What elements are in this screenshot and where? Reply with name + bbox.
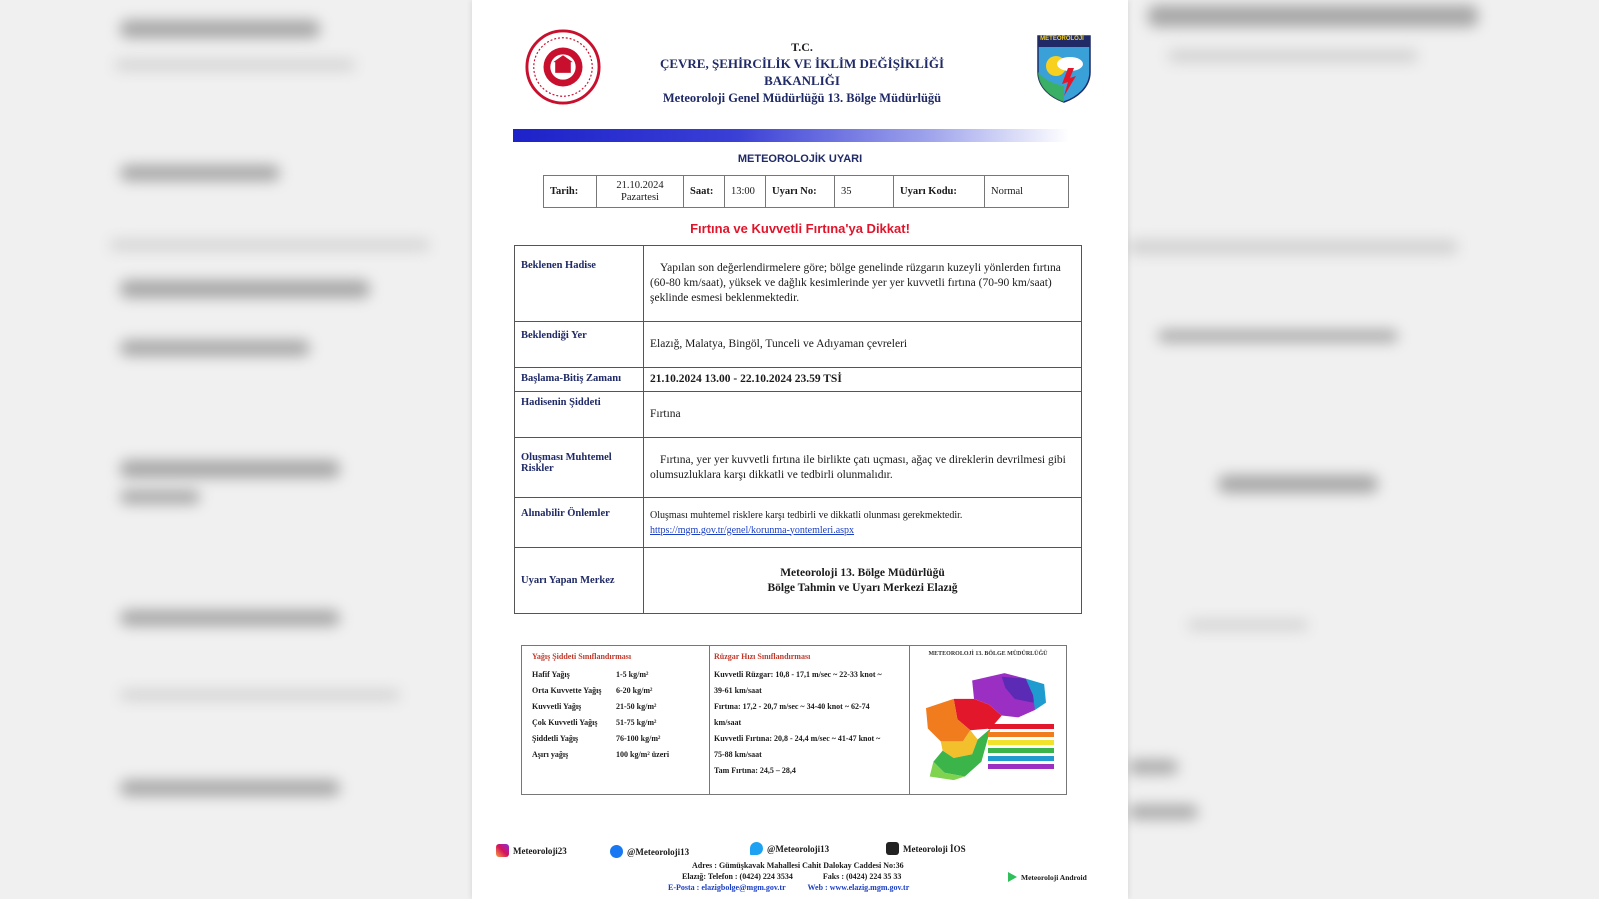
rain-row [532, 683, 699, 699]
rain-classification [522, 646, 710, 794]
ministry-seal-icon [524, 28, 602, 106]
address-text: Adres : Gümüşkavak Mahallesi Cahit Dalokay Caddesi No:36 [692, 861, 904, 870]
severity-label: Hadisenin Şiddeti [515, 392, 644, 438]
header-line-bakanlik: BAKANLIĞI [764, 73, 840, 88]
scale-bar [988, 740, 1054, 745]
region-map-title: METEOROLOJİ 13. BÖLGE MÜDÜRLÜĞÜ [928, 651, 1048, 657]
alert-title: Fırtına ve Kuvvetli Fırtına'ya Dikkat! [690, 221, 910, 236]
measures-cell [644, 498, 1082, 548]
warning-code-value: Normal [985, 176, 1069, 208]
header-line-tc: T.C. [791, 40, 813, 54]
contact-info [668, 860, 910, 893]
time-label: Saat: [684, 176, 725, 208]
start-end-time-label: Başlama-Bitiş Zamanı [515, 368, 644, 392]
ios-app-icon [886, 842, 899, 855]
warning-meta-table [543, 175, 1069, 208]
wind-line: km/saat [714, 718, 742, 727]
measures-value: Oluşması muhtemel risklere karşı tedbirli ve dikkatli olunması gerekmektedir. [650, 509, 963, 521]
classification-legend [521, 645, 1067, 795]
protection-methods-link[interactable]: https://mgm.gov.tr/genel/korunma-yontemleri.aspx [650, 524, 855, 536]
rain-name: Hafif Yağış [532, 670, 570, 679]
wind-line: Kuvvetli Fırtına: 20,8 - 24,4 m/sec ~ 41-47 knot ~ [714, 734, 881, 743]
rain-value: 6-20 kg/m² [616, 686, 653, 695]
rain-classification-title: Yağış Şiddeti Sınıflandırması [532, 652, 632, 661]
wind-line: 75-88 km/saat [714, 750, 762, 759]
row-expected-place [515, 322, 1082, 368]
expected-place-label: Beklendiği Yer [515, 322, 644, 368]
wind-classification [710, 646, 910, 794]
rain-row [532, 731, 699, 747]
header-title [612, 40, 992, 106]
warning-details-table [514, 245, 1082, 614]
date-label: Tarih: [544, 176, 597, 208]
rain-value: 1-5 kg/m² [616, 670, 649, 679]
rain-name: Şiddetli Yağış [532, 734, 579, 743]
scale-bar [988, 764, 1054, 769]
rain-value: 51-75 kg/m² [616, 718, 657, 727]
ios-app-link[interactable] [886, 842, 966, 855]
android-app-label: Meteoroloji Android [1021, 872, 1087, 882]
header-line-directorate: Meteoroloji Genel Müdürlüğü 13. Bölge Müdürlüğü [662, 91, 942, 105]
warning-number-label: Uyarı No: [766, 176, 835, 208]
rain-row [532, 699, 699, 715]
document-header [512, 26, 1092, 108]
wind-line: 39-61 km/saat [714, 686, 762, 695]
day-value: Pazartesi [621, 191, 659, 203]
issuing-center-label: Uyarı Yapan Merkez [515, 548, 644, 614]
row-severity [515, 392, 1082, 438]
issuing-center-line1: Meteoroloji 13. Bölge Müdürlüğü [780, 566, 945, 579]
fax-text: Faks : (0424) 224 35 33 [822, 872, 902, 881]
phone-text: Elazığ: Telefon : (0424) 224 3534 [682, 872, 793, 881]
wind-line: Kuvvetli Rüzgar: 10,8 - 17,1 m/sec ~ 22-33 knot ~ [714, 670, 882, 679]
instagram-handle: Meteoroloji23 [513, 845, 567, 856]
time-value: 13:00 [725, 176, 766, 208]
document-footer [472, 844, 1128, 899]
blurred-background-left [0, 0, 472, 899]
expected-event-value: Yapılan son değerlendirmelere göre; bölge genelinde rüzgarın kuzeyli yönlerden fırtına (60-80 km/saat), yüksek ve dağlık kesimlerinde yer yer kuvvetli fırtına (70-90 km/saat) şeklinde esmesi beklenmektedir. [644, 246, 1082, 322]
rain-value: 100 kg/m² üzeri [616, 750, 670, 759]
row-issuing-center [515, 548, 1082, 614]
issuing-center-cell [644, 548, 1082, 614]
color-scale [988, 724, 1054, 769]
wind-line: Fırtına: 17,2 - 20,7 m/sec ~ 34-40 knot ~ 62-74 [714, 702, 870, 711]
expected-event-label: Beklenen Hadise [515, 246, 644, 322]
rain-value: 76-100 kg/m² [616, 734, 661, 743]
twitter-link[interactable] [750, 842, 829, 855]
warning-code-label: Uyarı Kodu: [894, 176, 985, 208]
measures-label: Alınabilir Önlemler [515, 498, 644, 548]
document-title: METEOROLOJİK UYARI [737, 153, 863, 165]
rain-row [532, 715, 699, 731]
facebook-handle: @Meteoroloji13 [627, 846, 690, 857]
issuing-center-line2: Bölge Tahmin ve Uyarı Merkezi Elazığ [767, 581, 958, 594]
wind-line: Tam Fırtına: 24,5 – 28,4 [714, 766, 796, 775]
header-gradient-bar [513, 129, 1069, 142]
wind-classification-title: Rüzgar Hızı Sınıflandırması [714, 652, 811, 661]
region-map-panel [910, 646, 1066, 794]
date-value: 21.10.2024 [616, 179, 664, 191]
severity-value: Fırtına [644, 392, 1082, 438]
rain-name: Kuvvetli Yağış [532, 702, 582, 711]
twitter-handle: @Meteoroloji13 [767, 843, 830, 854]
date-cell [597, 176, 684, 208]
row-start-end-time [515, 368, 1082, 392]
right-logo-label: METEOROLOJİ [1040, 36, 1084, 42]
play-store-icon [1008, 872, 1017, 882]
instagram-icon [496, 844, 509, 857]
possible-risks-label: Oluşması Muhtemel Riskler [515, 438, 644, 498]
facebook-link[interactable] [610, 845, 689, 858]
ios-app-label: Meteoroloji İOS [903, 843, 966, 854]
start-end-time-value: 21.10.2024 13.00 - 22.10.2024 23.59 TSİ [644, 368, 1082, 392]
email-web-line [668, 882, 909, 893]
meteoroloji-shield-icon [1036, 34, 1092, 104]
web-link[interactable]: Web : www.elazig.mgm.gov.tr [807, 883, 910, 892]
twitter-bird-icon [750, 842, 763, 855]
rain-value: 21-50 kg/m² [616, 702, 657, 711]
scale-bar [988, 748, 1054, 753]
android-app-link[interactable] [1008, 872, 1087, 882]
phone-fax-line [682, 871, 909, 882]
instagram-link[interactable] [496, 844, 567, 857]
possible-risks-value: Fırtına, yer yer kuvvetli fırtına ile birlikte çatı uçması, ağaç ve direklerin devrilmesi gibi olumsuzluklara karşı dikkatli ve tedbirli olunmalıdır. [644, 438, 1082, 498]
header-line-ministry: ÇEVRE, ŞEHİRCİLİK VE İKLİM DEĞİŞİKLİĞİ [659, 56, 945, 71]
row-possible-risks [515, 438, 1082, 498]
rain-name: Çok Kuvvetli Yağış [532, 718, 598, 727]
email-link[interactable]: E-Posta : elazigbolge@mgm.gov.tr [668, 883, 786, 892]
expected-place-value: Elazığ, Malatya, Bingöl, Tunceli ve Adıyaman çevreleri [644, 322, 1082, 368]
rain-name: Orta Kuvvette Yağış [532, 686, 602, 695]
warning-number-value: 35 [835, 176, 894, 208]
blurred-background-right [1128, 0, 1599, 899]
document-page [472, 0, 1128, 899]
rain-row [532, 747, 699, 763]
rain-row [532, 667, 699, 683]
rain-name: Aşırı yağış [532, 750, 569, 759]
row-expected-event [515, 246, 1082, 322]
scale-bar [988, 732, 1054, 737]
facebook-icon [610, 845, 623, 858]
scale-bar [988, 724, 1054, 729]
row-measures [515, 498, 1082, 548]
scale-bar [988, 756, 1054, 761]
